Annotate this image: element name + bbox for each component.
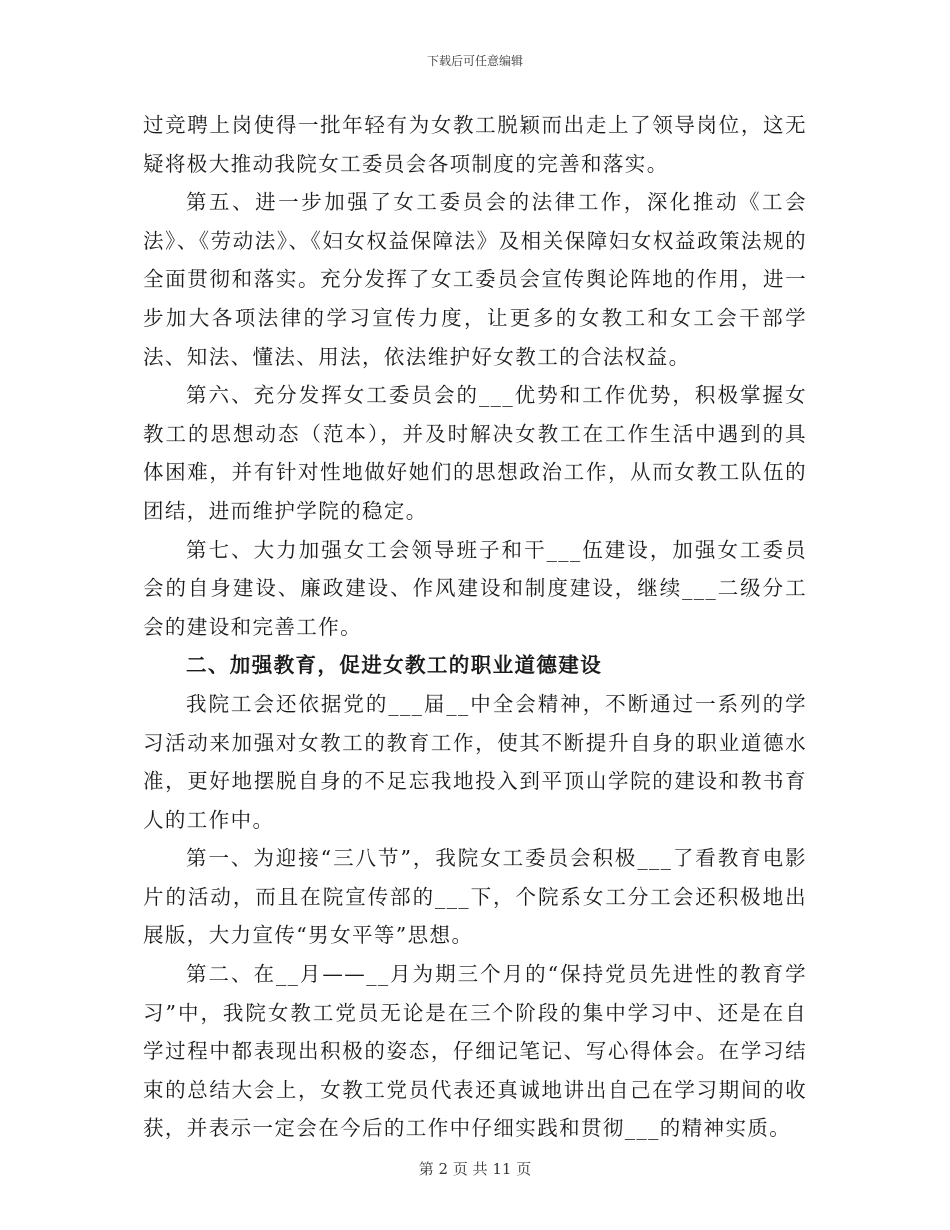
- paragraph-item-six: 第六、充分发挥女工委员会的___优势和工作优势，积极掌握女教工的思想动态（范本），并及时解决女教工在工作生活中遇到的具体困难，并有针对性地做好她们的思想政治工作，从而女教工队伍的团结，进而维护学院的稳定。: [143, 383, 807, 523]
- paragraph-continuation: 过竞聘上岗使得一批年轻有为女教工脱颖而出走上了领导岗位，这无疑将极大推动我院女工委员会各项制度的完善和落实。: [143, 113, 807, 176]
- paragraph-section-intro: 我院工会还依据党的___届__中全会精神，不断通过一系列的学习活动来加强对女教工的教育工作，使其不断提升自身的职业道德水准，更好地摆脱自身的不足忘我地投入到平顶山学院的建设和教书育人的工作中。: [143, 691, 807, 832]
- page-header: 下载后可任意编辑: [426, 54, 523, 68]
- paragraph-item-seven: 第七、大力加强女工会领导班子和干___伍建设，加强女工委员会的自身建设、廉政建设、作风建设和制度建设，继续___二级分工会的建设和完善工作。: [143, 537, 807, 639]
- paragraph-item-five: 第五、进一步加强了女工委员会的法律工作，深化推动《工会法》、《劳动法》、《妇女权益保障法》及相关保障妇女权益政策法规的全面贯彻和落实。充分发挥了女工委员会宣传舆论阵地的作用，进一步加大各项法律的学习宣传力度，让更多的女教工和女工会干部学法、知法、懂法、用法，依法维护好女教工的合法权益。: [143, 190, 807, 369]
- paragraph-item-two: 第二、在__月——__月为期三个月的“保持党员先进性的教育学习”中，我院女教工党员无论是在三个阶段的集中学习中、还是在自学过程中都表现出积极的姿态，仔细记笔记、写心得体会。在学习结束的总结大会上，女教工党员代表还真诚地讲出自己在学习期间的收获，并表示一定会在今后的工作中仔细实践和贯彻___的精神实质。: [143, 962, 807, 1141]
- paragraph-item-one: 第一、为迎接“三八节”，我院女工委员会积极___了看教育电影片的活动，而且在院宣传部的___下，个院系女工分工会还积极地出展版，大力宣传“男女平等”思想。: [143, 846, 807, 948]
- document-body: [143, 106, 807, 1148]
- page-number: 第 2 页 共 11 页: [418, 1160, 532, 1178]
- section-heading: 二、加强教育，促进女教工的职业道德建设: [186, 653, 603, 678]
